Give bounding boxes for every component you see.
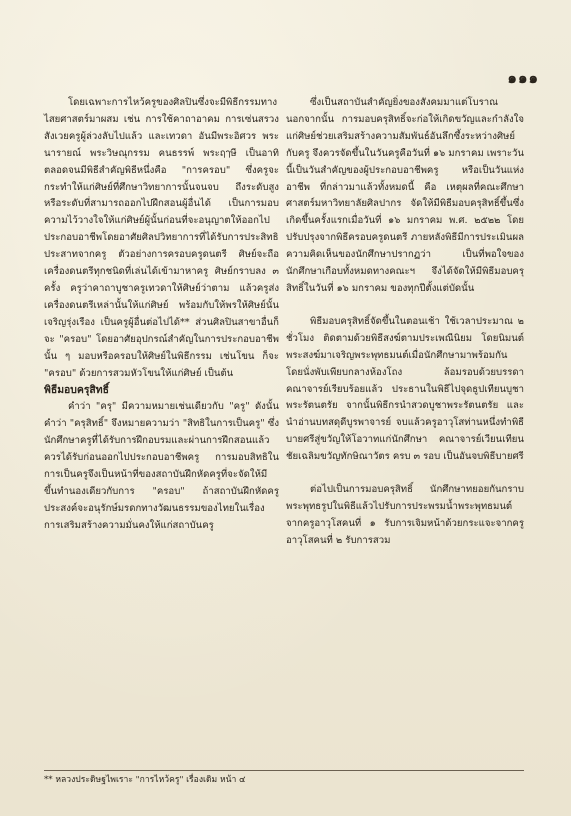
footnote: ** หลวงประดิษฐไพเราะ "การไหว้ครู" เรื่องเดิม หน้า ๔ bbox=[44, 775, 246, 785]
footnote-divider bbox=[44, 770, 524, 771]
right-column bbox=[286, 95, 524, 550]
right-paragraph-3: ต่อไปเป็นการมอบครุสิทธิ์ นักศึกษาทยอยกันกราบพระพุทธรูปในพิธีแล้วไปรับการประพรมน้ำพระพุทธมนต์ จากครูอาวุโสคนที่ ๑ รับการเจิมหน้าด้วยกระแจะจากครูอาวุโสคนที่ ๒ รับการสวม bbox=[286, 484, 524, 546]
right-paragraph-1: ซึ่งเป็นสถาบันสำคัญยิ่งของสังคมมาแต่โบราณนอกจากนั้น การมอบครุสิทธิ์จะก่อให้เกิดขวัญและกำลังใจแก่ศิษย์ช่วยเสริมสร้างความสัมพันธ์อันลึกซึ้งระหว่างศิษย์กับครู จึงควรจัดขึ้นในวันครูคือวันที่ ๑๖ มกราคม เพราะวันนี้เป็นวันสำคัญของผู้ประกอบอาชีพครู หรือเป็นวันแห่งอาชีพ ที่กล่าวมาแล้วทั้งหมดนี้ คือ เหตุผลที่คณะศึกษาศาสตร์มหาวิทยาลัยศิลปากร จัดให้มีพิธีมอบครุสิทธิ์ขึ้นซึ่งเกิดขึ้นครั้งแรกเมื่อวันที่ ๑๖ มกราคม พ.ศ. ๒๕๒๒ โดยปรับปรุงจากพิธีครอบครูดนตรี ภายหลังพิธีมีการประเมินผลความคิดเห็นของนักศึกษาปรากฏว่า เป็นที่พอใจของนักศึกษาเกือบทั้งหมดทางคณะฯ จึงได้จัดให้มีพิธีมอบครุสิทธิ์ในวันที่ ๑๖ มกราคม ของทุกปีตั้งแต่บัดนั้น bbox=[286, 97, 524, 294]
right-paragraph-2: พิธีมอบครุสิทธิ์จัดขึ้นในตอนเช้า ใช้เวลาประมาณ ๒ ชั่วโมง ติดตามด้วยพิธีสงฆ์ตามประเพณีนิยม โดยนิมนต์พระสงฆ์มาเจริญพระพุทธมนต์เมื่อนักศึกษามาพร้อมกันโดยนั่งพับเพียบกลางห้องโถง ล้อมรอบด้วยบรรดาคณาจารย์เรียบร้อยแล้ว ประธานในพิธีไปจุดธูปเทียนบูชาพระรัตนตรัย จากนั้นพิธีกรนำสวดบูชาพระรัตนตรัย และนำอ่านบทสดุดีบูรพาจารย์ จบแล้วครูอาวุโสท่านหนึ่งทำพิธีบายศรีสู่ขวัญให้โอวาทแก่นักศึกษา คณาจารย์เวียนเทียนชัยเฉลิมขวัญทักษิณาวัตร ครบ ๓ รอบ เป็นอันจบพิธีบายศรี bbox=[286, 315, 524, 463]
left-paragraph-2: คำว่า "ครุ" มีความหมายเช่นเดียวกับ "ครู" ดังนั้น คำว่า "ครุสิทธิ์" จึงหมายความว่า "สิทธิในการเป็นครู" ซึ่งนักศึกษาครูที่ได้รับการฝึกอบรมและผ่านการฝึกสอนแล้ว ควรได้รับก่อนออกไปประกอบอาชีพครู การมอบสิทธิในการเป็นครูจึงเป็นหน้าที่ของสถาบันฝึกหัดครูที่จะจัดให้มีขึ้นทำนองเดียวกับการ "ครอบ" ถ้าสถาบันฝึกหัดครูประสงค์จะอนุรักษ์มรดกทางวัฒนธรรมของไทยในเรื่องการเสริมสร้างความมั่นคงให้แก่สถาบันครู bbox=[44, 401, 279, 531]
section-heading: พิธีมอบครุสิทธิ์ bbox=[44, 384, 109, 397]
left-column bbox=[44, 95, 279, 535]
left-paragraph-1: โดยเฉพาะการไหว้ครูของศิลปินซึ่งจะมีพิธีกรรมทางไสยศาสตร์มาผสม เช่น การใช้คาถาอาคม การเซ่นสรวงสังเวยครูผู้ล่วงลับไปแล้ว และเทวดา อันมีพระอิศวร พระนารายณ์ พระวิษณุกรรม คนธรรพ์ พระฤๅษี เป็นอาทิ ตลอดจนมีพิธีสำคัญพิธีหนึ่งคือ "การครอบ" ซึ่งครูจะกระทำให้แก่ศิษย์ที่ศึกษาวิทยาการนั้นจนจบ ถึงระดับสูงหรือระดับที่สามารถออกไปฝึกสอนผู้อื่นได้ เป็นการมอบความไว้วางใจให้แก่ศิษย์ผู้นั้นก่อนที่จะอนุญาตให้ออกไปประกอบอาชีพโดยอาศัยศิลปวิทยาการที่ได้รับการประสิทธิประสาทจากครู ตัวอย่างการครอบครูดนตรี ศิษย์จะถือเครื่องดนตรีทุกชนิดที่เล่นได้เข้ามาหาครู ศิษย์กราบลง ๓ ครั้ง ครูว่าคาถาบูชาครูเทวดาให้ศิษย์ว่าตาม แล้วครูส่งเครื่องดนตรีเหล่านั้นให้แก่ศิษย์ พร้อมกับให้พรให้ศิษย์นั้นเจริญรุ่งเรือง เป็นครูผู้อื่นต่อไปได้** ส่วนศิลปินสาขาอื่นก็จะ "ครอบ" โดยอาศัยอุปกรณ์สำคัญในการประกอบอาชีพนั้น ๆ มอบหรือครอบให้ศิษย์ในพิธีกรรม เช่นโขน ก็จะ "ครอบ" ด้วยการสวมหัวโขนให้แก่ศิษย์ เป็นต้น bbox=[44, 97, 279, 379]
page-number: ๑๑๑ bbox=[507, 69, 539, 87]
